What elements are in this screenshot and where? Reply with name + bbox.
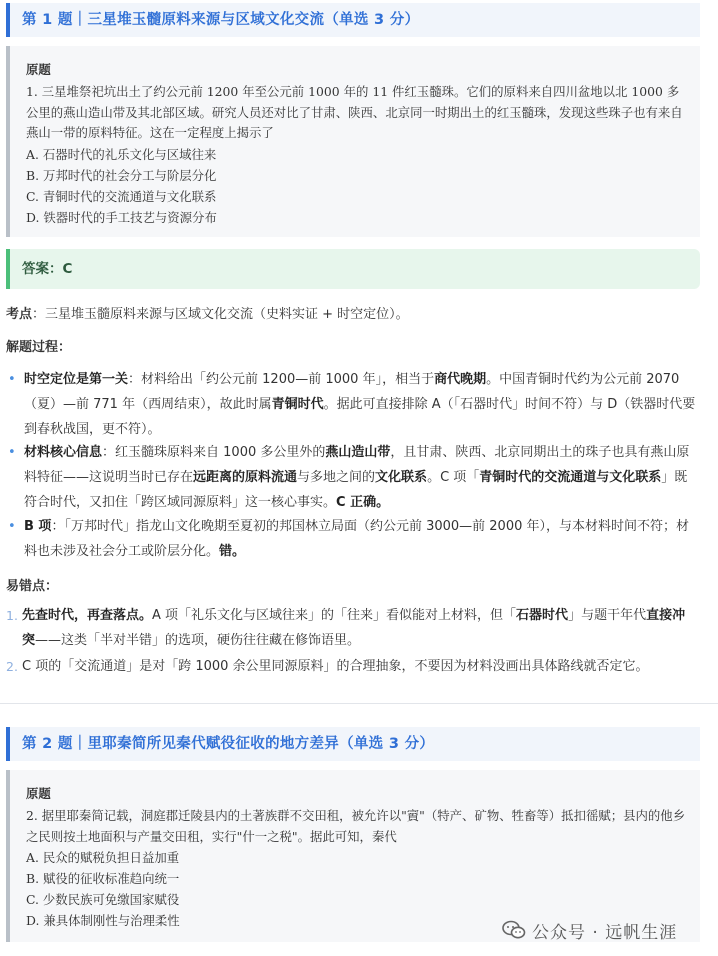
- analysis-bullet-2: [8, 440, 698, 515]
- error-1-bold-a: 石器时代: [516, 608, 569, 623]
- option-b: B. 赋役的征收标准趋向统一: [26, 871, 180, 886]
- bullet-dot: •: [8, 372, 16, 387]
- bullet-1-bold-a: 商代晚期: [434, 372, 487, 387]
- option-c: C. 少数民族可免缴国家赋役: [26, 892, 180, 907]
- bullet-1-text-a: ：材料给出「约公元前 1200—前 1000 年」，相当于: [128, 372, 435, 387]
- bullet-2-bold-c: 文化联系: [375, 470, 428, 485]
- error-item-2: [6, 654, 698, 679]
- question-1-stem: 1. 三星堆祭祀坑出土了约公元前 1200 年至公元前 1000 年的 11 件红玉髓珠。它们的原料来自四川盆地以北 1000 多公里的燕山造山带及其北部区域。研究人员还对比了甘肃、陕西、北京同一时期出土的红玉髓珠，发现这些珠子也有来自燕山一带的原料特征。这在一定程度上揭示了: [26, 84, 683, 140]
- error-number: 2.: [6, 659, 18, 674]
- test-point: [6, 303, 706, 322]
- bullet-2-text-e: 」既符合时代，又扣住「跨区域同源原料」这一核心事实。: [24, 470, 688, 510]
- error-1-text-a: A 项「礼乐文化与区域往来」的「往来」看似能对上材料，但「: [152, 608, 517, 623]
- bullet-1-bold-b: 青铜时代: [271, 397, 324, 412]
- error-1-text-c: ——这类「半对半错」的选项，硬伤往往藏在修饰语里。: [35, 633, 361, 648]
- test-point-text: ：三星堆玉髓原料来源与区域文化交流（史料实证 + 时空定位）。: [32, 307, 409, 322]
- bullet-2-bold-a: 燕山造山带: [325, 445, 391, 460]
- option-c: C. 青铜时代的交流通道与文化联系: [26, 188, 217, 204]
- bullet-1-text-b: 。中国青铜时代约为公元前 2070（夏）—前 771 年（西周结束），故此时属: [24, 372, 680, 412]
- error-1-text-b: 」与题干年代: [568, 608, 647, 623]
- bullet-2-text-b: ，且甘肃、陕西、北京同期出土的珠子也具有燕山原料特征——这说明当时已存在: [24, 445, 690, 485]
- bullet-2-heading: 材料核心信息: [24, 445, 103, 460]
- error-1-heading: 先查时代，再查落点。: [22, 608, 153, 623]
- bullet-dot: •: [8, 519, 16, 534]
- option-a: A. 石器时代的礼乐文化与区域往来: [26, 146, 217, 162]
- bullet-2-text-a: ：红玉髓珠原料来自 1000 多公里外的: [102, 445, 326, 460]
- watermark-text: 公众号 · 远帆生涯: [532, 922, 678, 943]
- wechat-icon: [502, 920, 526, 940]
- question-2-title: 第 2 题｜里耶秦简所见秦代赋役征收的地方差异（单选 3 分）: [6, 727, 700, 761]
- original-tag: 原题: [26, 62, 51, 77]
- bullet-1-heading: 时空定位是第一关: [24, 372, 129, 387]
- bullet-3-verdict: 错。: [219, 544, 246, 559]
- section-divider: [0, 703, 718, 704]
- process-label: [6, 336, 706, 355]
- option-d: D. 铁器时代的手工技艺与资源分布: [26, 209, 217, 225]
- question-1-title: 第 1 题｜三星堆玉髓原料来源与区域文化交流（单选 3 分）: [6, 3, 700, 37]
- error-item-1: [6, 603, 698, 653]
- bullet-2-verdict: C 正确。: [336, 495, 390, 510]
- analysis-bullet-1: [8, 367, 698, 442]
- bullet-2-bold-b: 远距离的原料流通: [193, 470, 298, 485]
- bullet-1-text-c: 。据此可直接排除 A（「石器时代」时间不符）与 D（铁器时代要到春秋战国，更不符）。: [24, 397, 696, 437]
- bullet-2-text-c: 与多地之间的: [297, 470, 376, 485]
- option-d: D. 兼具体制刚性与治理柔性: [26, 913, 180, 928]
- answer-box: 答案：C: [6, 249, 700, 289]
- errors-label: [6, 575, 706, 594]
- bullet-2-bold-d: 青铜时代的交流通道与文化联系: [479, 470, 662, 485]
- wechat-watermark: [502, 916, 708, 944]
- error-number: 1.: [6, 608, 18, 623]
- errors-label-text: 易错点：: [6, 579, 59, 594]
- question-1-original-box: [6, 46, 700, 237]
- original-tag: 原题: [26, 786, 51, 801]
- option-b: B. 万邦时代的社会分工与阶层分化: [26, 167, 217, 183]
- process-label-text: 解题过程：: [6, 340, 72, 355]
- bullet-2-text-d: 。C 项「: [427, 470, 480, 485]
- analysis-bullet-3: [8, 514, 698, 564]
- test-point-label: 考点: [6, 307, 33, 322]
- question-2-stem: 2. 据里耶秦简记载，洞庭郡迁陵县内的土著族群不交田租，被允许以"賨"（特产、矿物、牲畜等）抵扣徭赋；县内的他乡之民则按土地面积与产量交田租，实行"什一之税"。据此可知，秦代: [26, 808, 686, 844]
- error-1-bold-b: 直接冲突: [22, 608, 686, 648]
- error-2-text: C 项的「交流通道」是对「跨 1000 余公里同源原料」的合理抽象，不要因为材料没画出具体路线就否定它。: [22, 659, 649, 674]
- bullet-3-heading: B 项: [24, 519, 52, 534]
- bullet-3-text: ：「万邦时代」指龙山文化晚期至夏初的邦国林立局面（约公元前 3000—前 2000 年），与本材料时间不符；材料也未涉及社会分工或阶层分化。: [24, 519, 690, 559]
- bullet-dot: •: [8, 445, 16, 460]
- option-a: A. 民众的赋税负担日益加重: [26, 850, 180, 865]
